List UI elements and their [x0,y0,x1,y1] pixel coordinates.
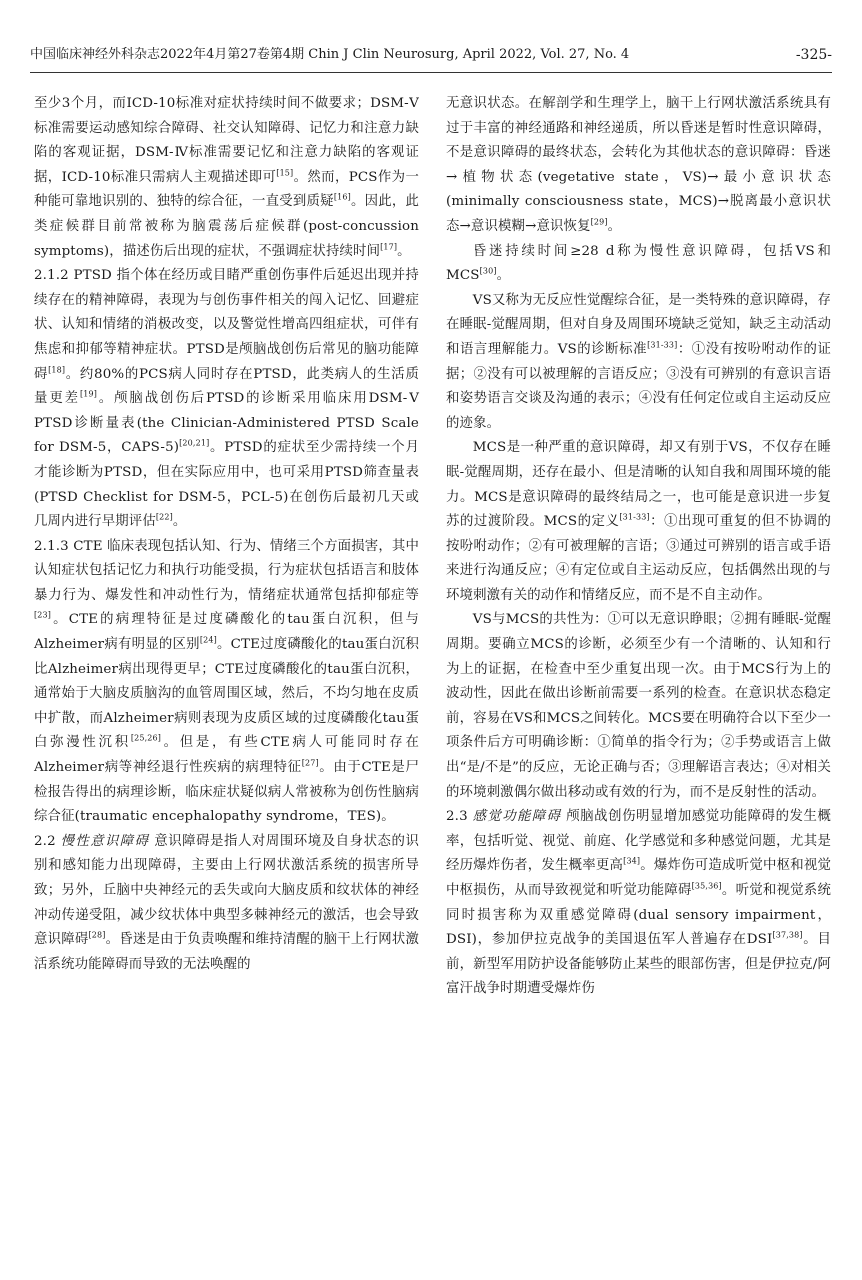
citation[interactable]: [16] [333,192,351,202]
citation[interactable]: [37,38] [772,930,803,940]
section-term: PTSD [73,268,112,284]
section-2-1-2: 2.1.2 PTSD 指个体在经历或目睹严重创伤事件后延迟出现并持续存在的精神障碍，表现为与创伤事件相关的闯入记忆、回避症状、认知和情绪的消极改变，以及警觉性增高四组症状，可伴有焦虑和抑郁等精神症状。PTSD是颅脑战创伤后常见的脑功能障碍[18]。约80%的PCS病人同时存在PTSD，此类病人的生活质量更差[19]。颅脑战创伤后PTSD的诊断采用临床用DSM-Ⅴ PTSD诊断量表(the Clinician-Administered PTSD Scale for DSM-5，CAPS-5)[20,21]。PTSD的症状至少需持续一个月才能诊断为PTSD，但在实际应用中，也可采用PTSD筛查量表(PTSD Checklist for DSM-5，PCL-5)在创伤后最初几天或几周内进行早期评估[22]。 [34,268,420,530]
citation[interactable]: [15] [276,168,294,178]
section-2-1-3: 2.1.3 CTE 临床表现包括认知、行为、情绪三个方面损害，其中认知症状包括记忆力和执行功能受损，行为症状包括语言和肢体暴力行为、爆发性和冲动性行为，情绪症状通常包括抑郁症等[23]。CTE的病理特征是过度磷酸化的tau蛋白沉积，但与Alzheimer病有明显的区别[24]。CTE过度磷酸化的tau蛋白沉积比Alzheimer病出现得更早；CTE过度磷酸化的tau蛋白沉积，通常始于大脑皮质脑沟的血管周围区域，然后，不均匀地在皮质中扩散，而Alzheimer病则表现为皮质区域的过度磷酸化tau蛋白弥漫性沉积[25,26]。但是，有些CTE病人可能同时存在Alzheimer病等神经退行性疾病的病理特征[27]。由于CTE是尸检报告得出的病理诊断，临床症状疑似病人常被称为创伤性脑病综合征(traumatic encephalopathy syndrome，TES)。 [34,538,420,825]
citation[interactable]: [20,21] [179,438,210,448]
citation[interactable]: [27] [301,758,319,768]
citation[interactable]: [22] [155,512,173,522]
citation[interactable]: [30] [479,266,497,276]
citation[interactable]: [25,26] [130,733,162,743]
citation[interactable]: [28] [88,930,106,940]
section-2-3: 2.3 感觉功能障碍 颅脑战创伤明显增加感觉功能障碍的发生概率，包括听觉、视觉、前庭、化学感觉和多种感觉问题，尤其是经历爆炸伤者，发生概率更高[34]。爆炸伤可造成听觉中枢和视觉中枢损伤，从而导致视觉和听觉功能障碍[35,36]。听觉和视觉系统同时损害称为双重感觉障碍(dual sensory impairment，DSI)，参加伊拉克战争的美国退伍军人普遍存在DSI[37,38]。目前，新型军用防护设备能够防止某些的眼部伤害，但是伊拉克/阿富汗战争时期遭受爆炸伤 [446,809,831,997]
paragraph: MCS是一种严重的意识障碍，却又有别于VS，不仅存在睡眠-觉醒周期，还存在最小、但是清晰的认知自我和周围环境的能力。MCS是意识障碍的最终结局之一，也可能是意识进一步复苏的过渡阶段。MCS的定义[31-33]：①出现可重复的但不协调的按吩咐动作；②有可被理解的言语；③通过可辨别的语言或手语来进行沟通反应；④有定位或自主运动反应，包括偶然出现的与环境刺激有关的动作和情绪反应，而不是不自主动作。 [446,440,831,603]
citation[interactable]: [35,36] [691,881,722,891]
citation[interactable]: [31-33] [619,512,650,522]
citation[interactable]: [19] [79,389,97,399]
citation[interactable]: [34] [623,856,641,866]
section-title: 感觉功能障碍 [472,809,562,825]
journal-citation: 中国临床神经外科杂志2022年4月第27卷第4期 Chin J Clin Neurosurg, April 2022, Vol. 27, No. 4 [30,47,630,62]
section-number: 2.1.2 [34,268,69,284]
section-2-2: 2.2 慢性意识障碍 意识障碍是指人对周围环境及自身状态的识别和感知能力出现障碍，主要由上行网状激活系统的损害所导致；另外，丘脑中央神经元的丢失或向大脑皮质和纹状体的神经冲动传递受阻，减少纹状体中典型多棘神经元的激活，也会导致意识障碍[28]。昏迷是由于负责唤醒和维持清醒的脑干上行网状激活系统功能障碍而导致的无法唤醒的 [34,833,419,972]
paragraph: VS又称为无反应性觉醒综合征，是一类特殊的意识障碍，存在睡眠-觉醒周期，但对自身及周围环境缺乏觉知，缺乏主动活动和语言理解能力。VS的诊断标准[31-33]：①没有按吩咐动作的证据；②没有可以被理解的言语反应；③没有可辨别的有意识言语和姿势语言交谈及沟通的表示；④没有任何定位或自主运动反应的迹象。 [446,292,831,431]
paragraph: 无意识状态。在解剖学和生理学上，脑干上行网状激活系统具有过于丰富的神经通路和神经递质，所以昏迷是暂时性意识障碍，不是意识障碍的最终状态，会转化为其他状态的意识障碍：昏迷→植物状态(vegetative state，VS)→最小意识状态(minimally consciousness state，MCS)→脱离最小意识状态→意识模糊→意识恢复[29]。 [446,96,831,234]
page-number: -325- [795,47,832,63]
paragraph: 昏迷持续时间≥28 d称为慢性意识障碍，包括VS和MCS[30]。 [446,243,831,284]
section-number: 2.2 [34,833,56,849]
section-number: 2.3 [446,809,468,825]
right-column [446,92,831,1002]
citation[interactable]: [18] [48,365,66,375]
citation[interactable]: [23] [34,611,52,620]
left-column [34,92,419,977]
paragraph: 至少3个月，而ICD-10标准对症状持续时间不做要求；DSM-Ⅴ标准需要运动感知综合障碍、社交认知障碍、记忆力和注意力缺陷的客观证据，DSM-Ⅳ标准需要记忆和注意力缺陷的客观证据，ICD-10标准只需病人主观描述即可[15]。然而，PCS作为一种能可靠地识别的、独特的综合征，一直受到质疑[16]。因此，此类症候群目前常被称为脑震荡后症候群(post-concussion symptoms)，描述伤后出现的症状，不强调症状持续时间[17]。 [34,96,419,259]
paragraph: VS与MCS的共性为：①可以无意识睁眼；②拥有睡眠-觉醒周期。要确立MCS的诊断，必须至少有一个清晰的、认知和行为上的证据，在检查中至少重复出现一次。由于MCS行为上的波动性，因此在做出诊断前需要一系列的检查。在意识状态稳定前，容易在VS和MCS之间转化。MCS要在明确符合以下至少一项条件后方可明确诊断：①简单的指令行为；②手势或语言上做出“是/不是”的反应，无论正确与否；③理解语言表达；④对相关的环境刺激偶尔做出移动或有效的行为，而不是反射性的活动。 [446,612,831,800]
section-term: CTE [73,538,103,554]
citation[interactable]: [31-33] [647,340,678,350]
citation[interactable]: [29] [590,217,608,227]
section-number: 2.1.3 [34,538,69,554]
citation[interactable]: [24] [199,635,217,645]
header-rule [30,72,832,73]
citation[interactable]: [17] [380,242,398,252]
running-header [30,44,832,66]
section-title: 慢性意识障碍 [60,833,150,849]
